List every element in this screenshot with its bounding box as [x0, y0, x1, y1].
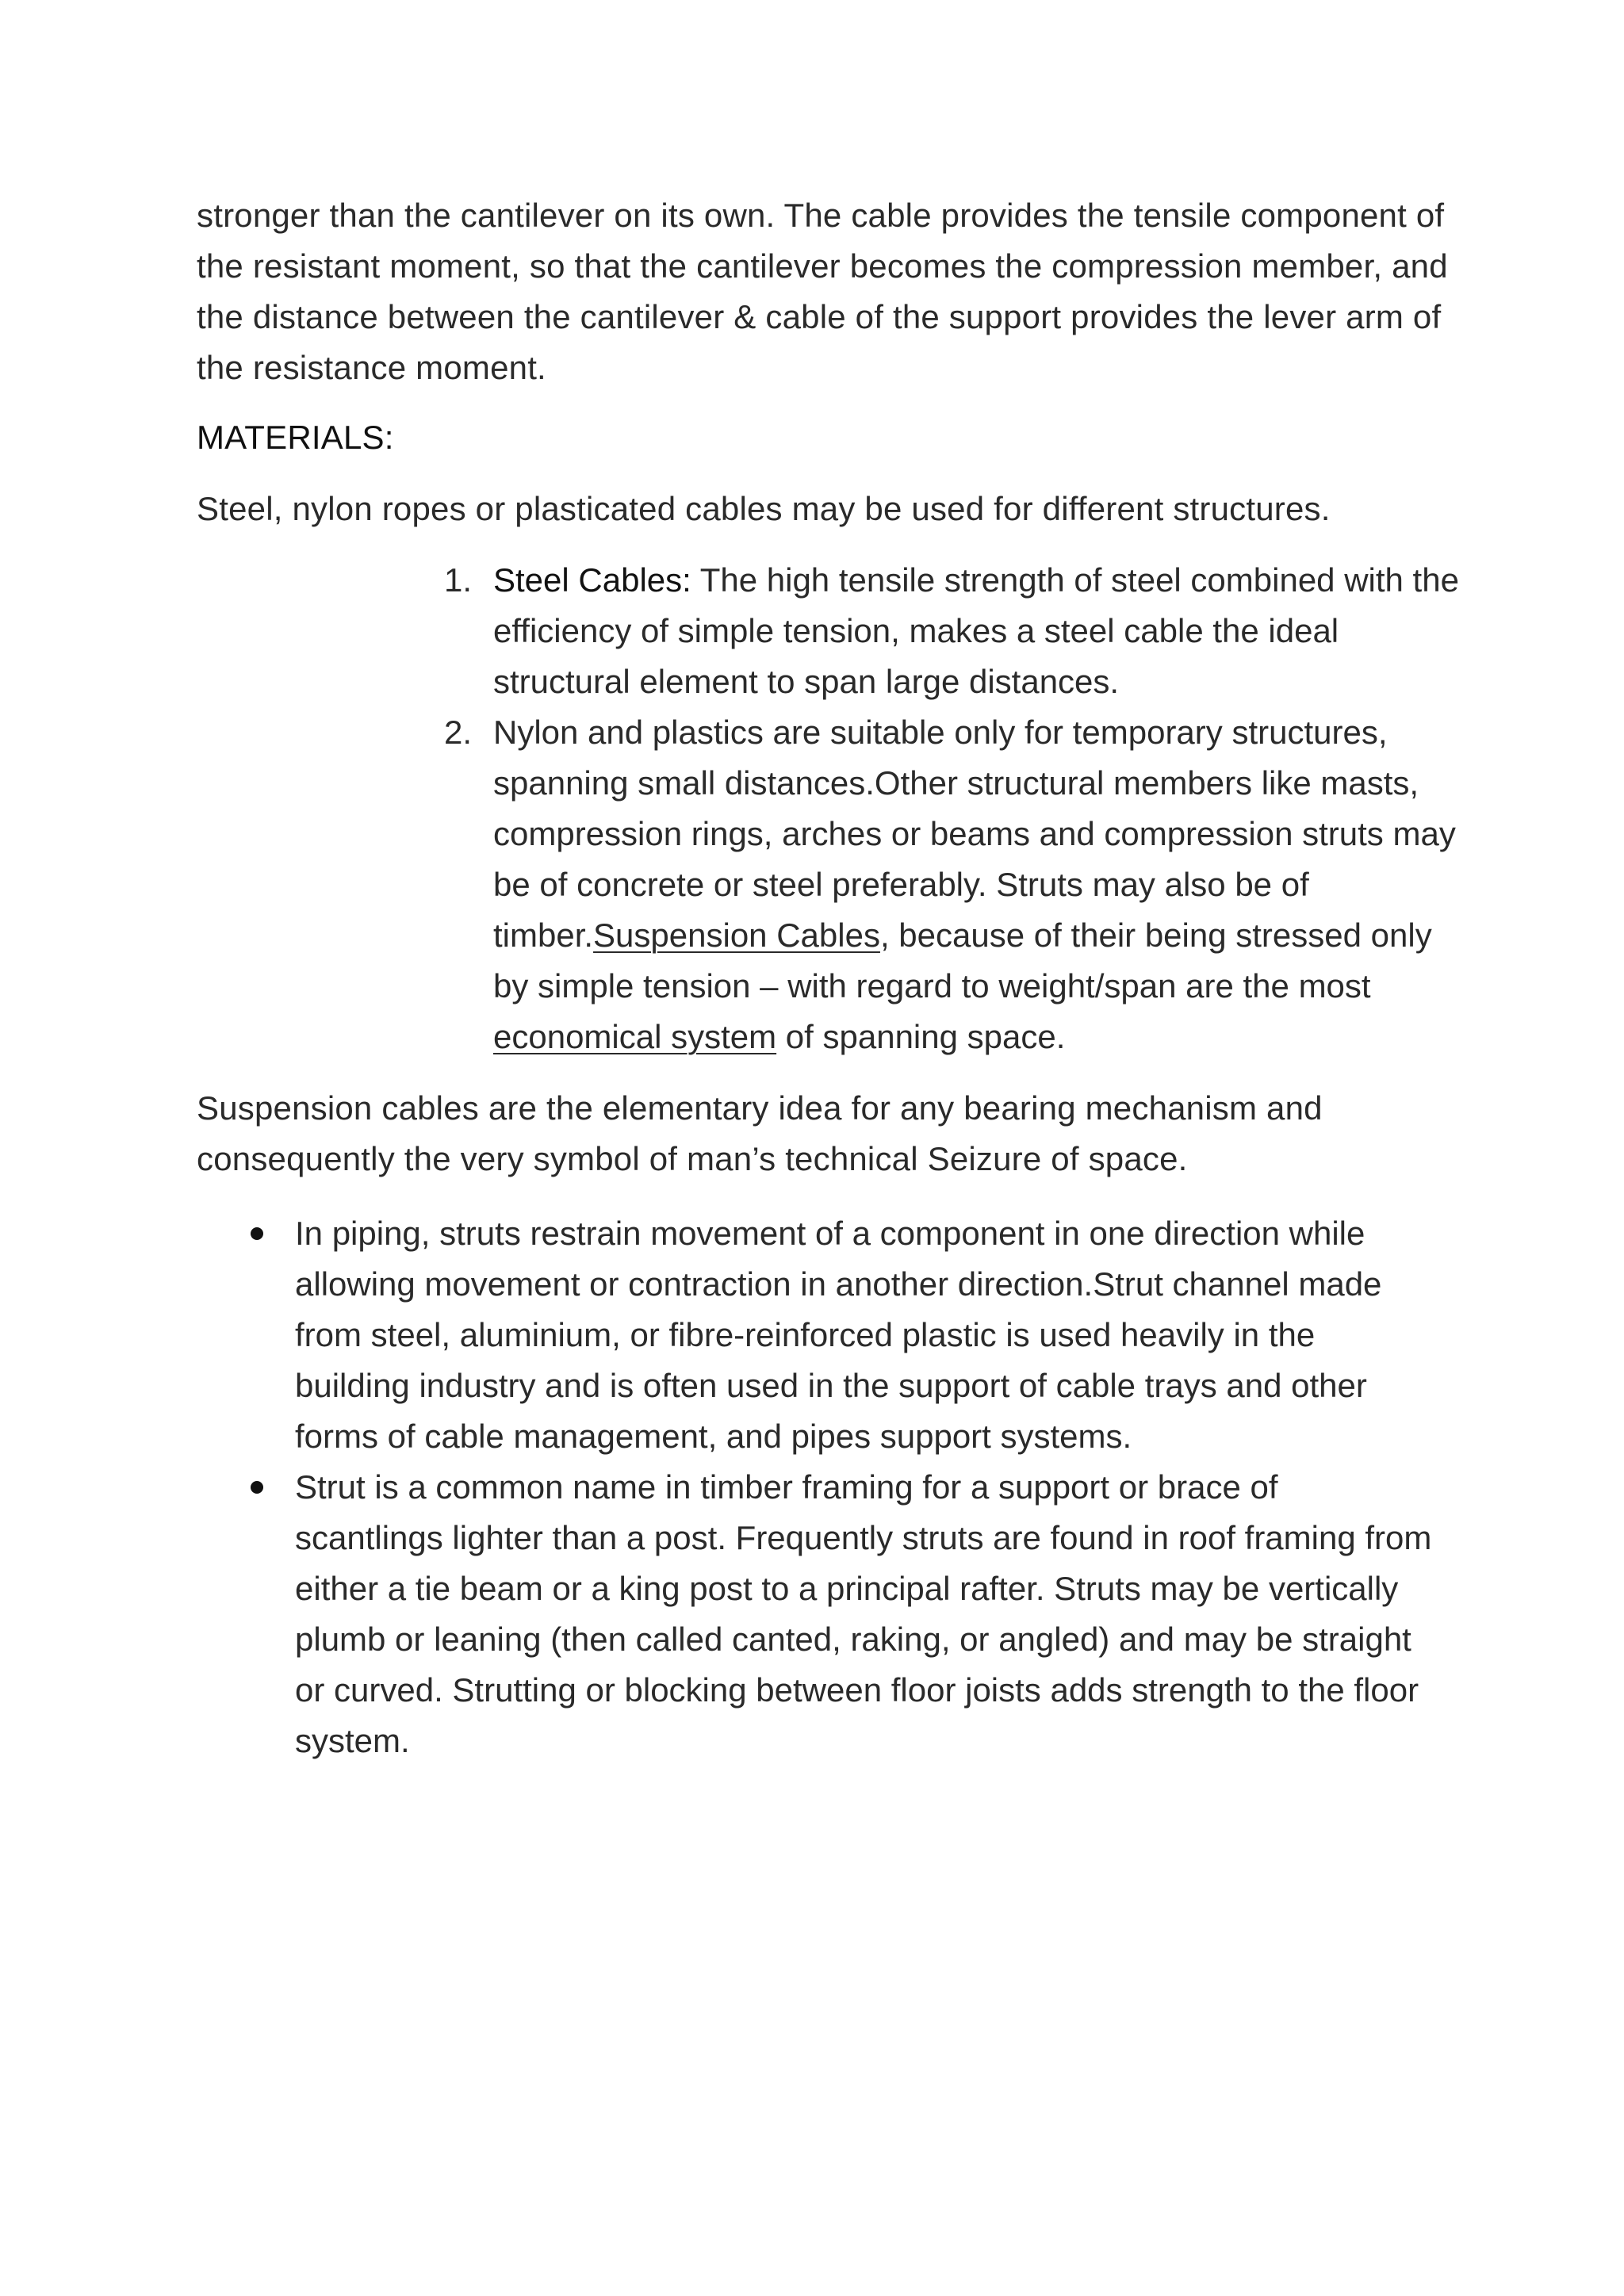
materials-lead-paragraph: Steel, nylon ropes or plasticated cables may be used for different structures.	[197, 490, 1331, 527]
bullet-text: In piping, struts restrain movement of a component in one direction while allowing movement or contraction in another direction.Strut channel made from steel, aluminium, or fibre-reinforced plastic is used heavily in the building industry and is often used in the support of cable trays and other forms of cable management, and pipes support systems.	[295, 1215, 1382, 1455]
bullet-dot-icon	[251, 1227, 263, 1240]
suspension-paragraph: Suspension cables are the elementary idea for any bearing mechanism and consequently the very symbol of man’s technical Seizure of space.	[197, 1089, 1323, 1177]
steel-cables-term: Steel Cables:	[493, 561, 691, 599]
intro-paragraph: stronger than the cantilever on its own. The cable provides the tensile component of the resistant moment, so that the cantilever becomes the compression member, and the distance between the cantilever & cable of the support provides the lever arm of the resistance moment.	[197, 197, 1448, 386]
list-number: 2.	[444, 714, 473, 751]
bullet-dot-icon	[251, 1481, 263, 1494]
spanning-space-text: of spanning space.	[776, 1018, 1066, 1055]
list-item-steel-cables	[444, 555, 1475, 707]
suspension-cables-underlined: Suspension Cables	[593, 916, 880, 954]
bullet-item-timber-framing	[197, 1462, 1434, 1766]
nylon-plastics-text: Nylon and plastics are suitable only for temporary structures, spanning small distances.Other structural members like masts, compression rings, arches or beams and compression struts may be of concrete or steel preferably. Struts may also be of timber.	[493, 714, 1456, 954]
steel-cables-text: The high tensile strength of steel combined with the efficiency of simple tension, makes a steel cable the ideal structural element to span large distances.	[493, 561, 1459, 700]
list-number: 1.	[444, 561, 473, 599]
bullet-text: Strut is a common name in timber framing for a support or brace of scantlings lighter than a post. Frequently struts are found in roof framing from either a tie beam or a king post to a principal rafter. Struts may be vertically plumb or leaning (then called canted, raking, or angled) and may be straight or curved. Strutting or blocking between floor joists adds strength to the floor system.	[295, 1468, 1432, 1759]
materials-heading: MATERIALS:	[197, 419, 394, 456]
economical-system-underlined: economical system	[493, 1018, 777, 1055]
suspension-cables-text: , because of their being stressed only by simple tension – with regard to weight/span are the most	[493, 916, 1432, 1004]
materials-numbered-list	[444, 555, 1475, 1062]
bullet-item-piping	[197, 1208, 1434, 1462]
list-item-nylon-plastics	[444, 707, 1475, 1062]
struts-bullet-list	[197, 1208, 1434, 1766]
